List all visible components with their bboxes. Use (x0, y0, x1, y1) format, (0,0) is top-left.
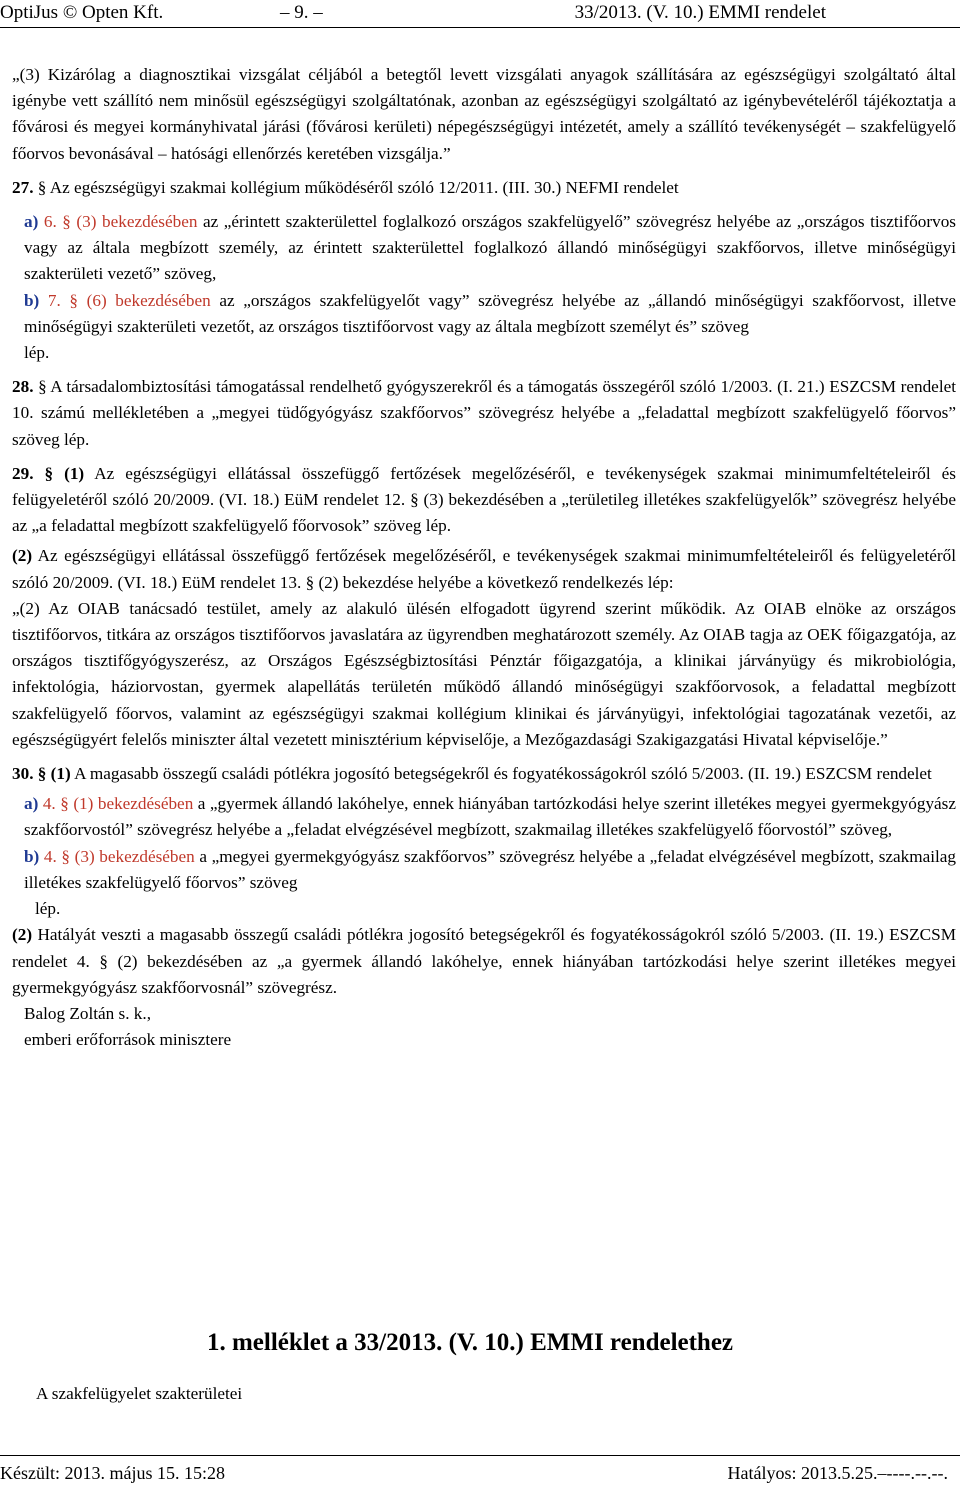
point-a-reference: 6. § (3) bekezdésében (43, 212, 198, 232)
section-30-point-b (12, 844, 956, 896)
point-b-reference: 7. § (6) bekezdésében (47, 290, 211, 310)
header-publisher: OptiJus © Opten Kft. (0, 2, 164, 23)
section-28-number: 28. (12, 377, 34, 397)
section-30-closing: lép. (35, 899, 61, 919)
signer-title: emberi erőforrások minisztere (24, 1030, 232, 1050)
header-document-title: 33/2013. (V. 10.) EMMI rendelet (574, 2, 826, 23)
point-b-text: az „országos szakfelügyelőt vagy” szövegrész helyébe az „állandó minőségügyi szakfőorvost, illetve minőségügyi szakterületi vezetőt, az országos tisztifőorvost vagy az általa megbízott személyt és” szöveg (24, 290, 956, 336)
point-a-label: a) (24, 794, 39, 814)
annex-subtitle: A szakfelügyelet szakterületei (36, 1384, 243, 1403)
section-30-para-1 (12, 761, 956, 787)
section-29-para-1-text: Az egészségügyi ellátással összefüggő fertőzések megelőzéséről, e tevékenységek szakmai minimumfeltételeiről és felügyeletéről szóló 20/2009. (VI. 18.) EüM rendelet 12. § (3) bekezdésében a „területileg illetékes szakfelügyelők” szövegrész helyébe az „a feladattal megbízott szakfelügyelő főorvosok” szöveg lép. (12, 463, 956, 536)
signer-name: Balog Zoltán s. k., (24, 1003, 151, 1023)
section-30-para-1-text: A magasabb összegű családi pótlékra jogosító betegségekről és fogyatékosságokról szóló 5/2003. (II. 19.) ESZCSM rendelet (70, 764, 932, 784)
point-b-label: b) (24, 846, 40, 866)
point-b-reference: 4. § (3) bekezdésében (43, 846, 195, 866)
quoted-paragraph-3: „(3) Kizárólag a diagnosztikai vizsgálat céljából a betegtől levett vizsgálati anyagok szállítására az egészségügyi szolgáltató által igénybe vett szállító nem minősül egészségügyi szolgáltatónak, azonban az egészségügyi szolgáltató az igénybevételéről tájékoztatja a fővárosi és megyei kormányhivatal járási (fővárosi kerületi) népegészségügyi intézetét, amely a szállító tevékenységét – szakfelügyelő főorvos bevonásával – hatósági ellenőrzés keretében vizsgálja.” (12, 65, 956, 163)
footer-effective: Hatályos: 2013.5.25.–----.--.--. (727, 1463, 948, 1483)
section-29-quoted-text: „(2) Az OIAB tanácsadó testület, amely az alakuló ülésén elfogadott ügyrend szerint működik. Az OIAB elnöke az országos tisztifőorvos, titkára az országos tisztifőorvos javaslatára az ügyrendben meghatározott személy. Az OIAB tagja az OEK főigazgatója, az országos tisztifőgyógyszerész, az Országos Egészségbiztosítási Pénztár főigazgatója, a klinikai járványügy és mikrobiológia, infektológia, háziorvostan, gyermek alapellátás területén működő állandó minőségügyi szakfőorvosok, a feladattal megbízott szakfelügyelő főorvos, valamint az egészségügyi szakmai kollégium klinikai és járványügyi, infektológiai tagozatának vezetői, az egészségügyért felelős miniszter által vezetett minisztérium képviselője, a Mezőgazdasági Szakigazgatási Hivatal képviselője.” (12, 598, 956, 749)
section-27-closing: lép. (24, 343, 50, 363)
section-29-para-2 (12, 543, 956, 595)
header-page-number: – 9. – (280, 2, 323, 23)
section-28-text: § A társadalombiztosítási támogatással rendelhető gyógyszerekről és a támogatás összegéről szóló 1/2003. (I. 21.) ESZCSM rendelet 10. számú mellékletében a „megyei tüdőgyógyász szakfőorvos” szövegrész helyébe a „feladattal megbízott szakfelügyelő főorvos” szöveg lép. (12, 377, 956, 449)
section-27-number: 27. (12, 177, 34, 197)
point-a-text: a „gyermek állandó lakóhelye, ennek hiányában tartózkodási helye szerint illetékes megyei gyermekgyógyász szakfőorvostól” szövegrész helyébe a „feladat elvégzésével megbízott, szakmailag illetékes szakfelügyelő főorvostól” szöveg, (24, 794, 956, 840)
header-rule (0, 27, 960, 28)
section-29-para-2-label: (2) (12, 546, 33, 566)
section-29-number: 29. (12, 463, 34, 483)
annex-title-block (0, 1327, 960, 1359)
section-30-para-1-label: § (1) (37, 764, 71, 784)
section-27-point-a (12, 209, 956, 288)
point-b-label: b) (24, 290, 40, 310)
point-b-text: a „megyei gyermekgyógyász szakfőorvos” szövegrész helyébe a „feladat elvégzésével megbízott, szakmailag illetékes szakfelügyelő főorvos” szöveg (24, 846, 956, 892)
annex-title: 1. melléklet a 33/2013. (V. 10.) EMMI rendelethez (206, 1329, 734, 1356)
footer-created: Készült: 2013. május 15. 15:28 (0, 1463, 225, 1483)
section-30-para-2-label: (2) (12, 925, 33, 945)
section-27-intro (12, 175, 956, 201)
document-body (12, 62, 956, 1053)
section-29-para-1-label: § (1) (44, 463, 85, 483)
section-27-point-b (12, 288, 956, 340)
section-30-para-2-text: Hatályát veszti a magasabb összegű családi pótlékra jogosító betegségekről és fogyatékosságokról szóló 5/2003. (II. 19.) ESZCSM rendelet 4. § (2) bekezdésében az „a gyermek állandó lakóhelye, ennek hiányában tartózkodási helye szerint illetékes megyei gyermekgyógyász szakfőorvosnál” szövegrész. (12, 925, 956, 997)
point-a-reference: 4. § (1) bekezdésében (42, 794, 194, 814)
point-a-label: a) (24, 212, 39, 232)
section-29-para-1 (12, 461, 956, 540)
page-header (0, 0, 960, 26)
footer-rule (0, 1455, 960, 1456)
section-28 (12, 374, 956, 453)
section-30-number: 30. (12, 764, 34, 784)
section-27-text: § Az egészségügyi szakmai kollégium működéséről szóló 12/2011. (III. 30.) NEFMI rendelet (37, 177, 679, 197)
section-30-point-a (12, 791, 956, 843)
section-29-para-2-text: Az egészségügyi ellátással összefüggő fertőzések megelőzéséről, e tevékenységek szakmai minimumfeltételeiről és felügyeletéről szóló 20/2009. (VI. 18.) EüM rendelet 13. § (2) bekezdése helyébe a következő rendelkezés lép: (12, 546, 956, 592)
point-a-text: az „érintett szakterülettel foglalkozó országos szakfelügyelő” szövegrész helyébe az „országos tisztifőorvos vagy az általa megbízott személy, az érintett szakterülettel foglalkozó állandó minőségügyi szakfőorvos, illetve minőségügyi szakterületi vezető” szöveg, (24, 212, 956, 284)
section-30-para-2 (12, 922, 956, 1001)
